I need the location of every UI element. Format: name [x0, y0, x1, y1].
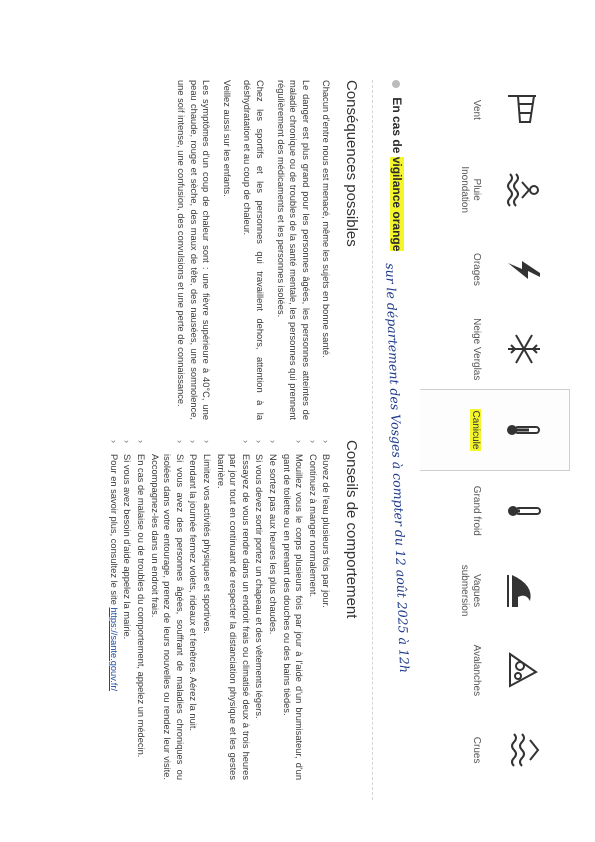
flood-icon	[504, 170, 544, 210]
tab-label: Canicule	[470, 410, 481, 450]
consequence-paragraph: Le danger est plus grand pour les personnes âgées, les personnes atteintes de maladie chronique ou de troubles de la santé mentale, les personnes qui prennent régulièrement des médicaments et les personnes isolées.	[275, 80, 311, 420]
alert-level: vigilance orange	[390, 156, 404, 252]
chevron-right-icon: ›	[174, 440, 185, 444]
tab-label: Crues	[471, 736, 482, 764]
wave-icon	[504, 571, 544, 611]
list-item: › Essayez de vous rendre dans un endroit frais ou climatisé deux à trois heures par jour tout en continuant de respecter la distanciation physique et les gestes barrière.	[215, 440, 251, 780]
list-item: › En cas de malaise ou de troubles du comportement, appelez un médecin.	[136, 440, 147, 758]
consequences-section	[166, 80, 360, 420]
tab-label: Orages	[471, 253, 482, 286]
list-item: › Continuez à manger normalement.	[307, 440, 318, 598]
consequences-title: Conséquences possibles	[343, 80, 360, 247]
advice-section	[106, 440, 360, 780]
advice-title: Conseils de comportement	[343, 440, 360, 619]
thermometer-cold-icon	[504, 491, 544, 531]
list-item: › Mouillez vous le corps plusieurs fois par jour à l'aide d'un brumisateur, d'un gant de toilette ou en prenant des douches ou des bains tièdes.	[281, 440, 305, 780]
chevron-right-icon: ›	[122, 440, 133, 444]
tab-canicule[interactable]	[420, 389, 570, 471]
snowflake-icon	[504, 329, 544, 369]
sante-gouv-link[interactable]: https://sante.gouv.fr/	[108, 607, 119, 692]
tab-vagues-submersion[interactable]	[420, 551, 570, 631]
list-item: › Pour en savoir plus, consultez le site https://sante.gouv.fr/	[108, 440, 119, 692]
list-item: › Limitez vos activités physiques et sportives.	[202, 440, 213, 634]
tab-label-line: Vagues	[471, 573, 482, 608]
lightning-icon	[504, 249, 544, 289]
tab-label-line: submersion	[459, 564, 470, 617]
chevron-right-icon: ›	[136, 440, 147, 444]
tab-pluie-inondation[interactable]	[420, 150, 570, 230]
tab-label: Grand froid	[471, 485, 482, 536]
list-item: › Si vous avez besoin d'aide appelez la mairie.	[122, 440, 133, 640]
hazard-tabs	[420, 70, 570, 790]
list-item: › Ne sortez pas aux heures les plus chaudes.	[268, 440, 279, 635]
chevron-right-icon: ›	[202, 440, 213, 444]
list-item: › Si vous devez sortir portez un chapeau et des vêtements légers.	[254, 440, 265, 719]
bullet-dot-icon	[392, 80, 400, 88]
river-icon	[504, 730, 544, 770]
list-item: › Si vous avez des personnes âgées, souffrant de maladies chroniques ou isolées dans votre entourage, prenez de leurs nouvelles ou rendez leur visite. Accompagnez-les dans un endroit frais.	[149, 440, 185, 780]
alert-heading	[375, 80, 413, 800]
tab-label: Vent	[471, 99, 482, 120]
chevron-right-icon: ›	[321, 440, 332, 444]
consequence-paragraph: Chez les sportifs et les personnes qui travaillent dehors, attention à la déshydratation et au coup de chaleur.	[242, 80, 266, 420]
chevron-right-icon: ›	[268, 440, 279, 444]
divider	[372, 80, 373, 800]
tab-label: Avalanches	[471, 644, 482, 697]
consequence-paragraph: Chacun d'entre nous est menacé, même les sujets en bonne santé.	[321, 80, 332, 358]
chevron-right-icon: ›	[254, 440, 265, 444]
consequence-paragraph: Veillez aussi sur les enfants.	[221, 80, 232, 197]
tab-label: Neige Verglas	[471, 318, 482, 381]
consequence-paragraph: Les symptômes d'un coup de chaleur sont : une fièvre supérieure à 40°C, une peau chaude, rouge et sèche, des maux de tête, des nausées, une somnolence, une soif intense, une confusion, des convulsions et une perte de connaissance.	[176, 80, 212, 420]
tab-vent[interactable]	[420, 70, 570, 150]
chevron-right-icon: ›	[240, 440, 251, 444]
alert-prefix: En cas de	[390, 97, 404, 154]
thermometer-hot-icon	[503, 410, 543, 450]
tab-orages[interactable]	[420, 230, 570, 310]
tab-neige-verglas[interactable]	[420, 309, 570, 389]
chevron-right-icon: ›	[108, 440, 119, 444]
handwritten-annotation: sur le département des Vosges à compter du 12 août 2025 à 12h	[382, 262, 413, 673]
chevron-right-icon: ›	[294, 440, 305, 444]
chevron-right-icon: ›	[307, 440, 318, 444]
tab-label-line: Pluie	[471, 178, 482, 201]
tab-label-line: Inondation	[459, 166, 470, 214]
avalanche-icon	[504, 650, 544, 690]
chevron-right-icon: ›	[188, 440, 199, 444]
tab-grand-froid[interactable]	[420, 471, 570, 551]
list-item: › Buvez de l'eau plusieurs fois par jour.	[321, 440, 332, 608]
tab-crues[interactable]	[420, 710, 570, 790]
list-item: › Pendant la journée fermez volets, rideaux et fenêtres. Aérez la nuit.	[188, 440, 199, 731]
windsock-icon	[504, 90, 544, 130]
tab-avalanches[interactable]	[420, 630, 570, 710]
advice-list	[107, 440, 332, 780]
